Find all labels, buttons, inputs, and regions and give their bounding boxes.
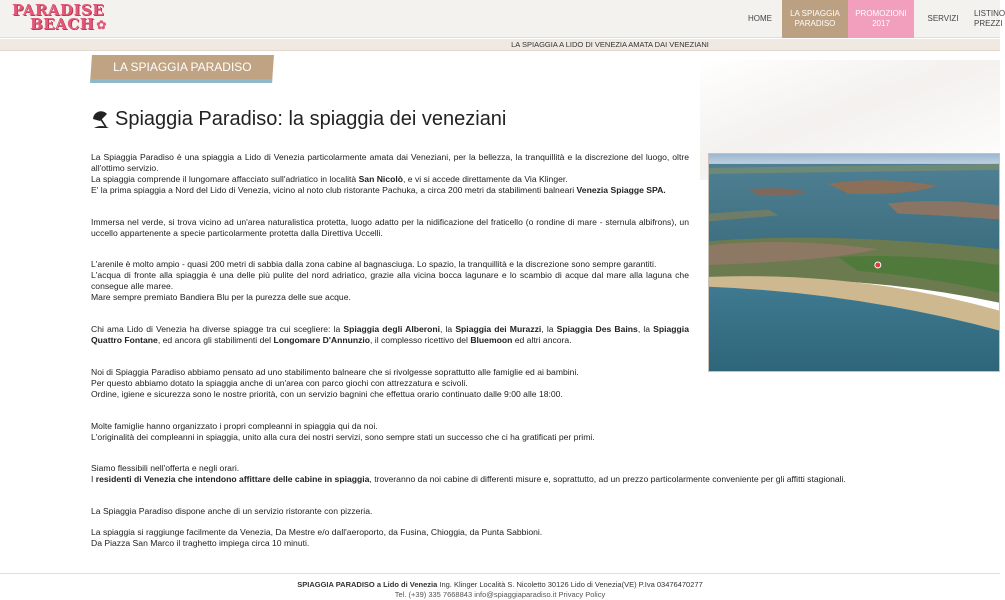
text-run: Molte famiglie hanno organizzato i propri compleanni in spiaggia qui da noi. bbox=[91, 420, 378, 431]
spacer bbox=[91, 400, 689, 421]
text-run: Siamo flessibili nell'offerta e negli orari. bbox=[91, 463, 240, 474]
paragraph bbox=[91, 463, 689, 474]
footer-contacts[interactable]: Tel. (+39) 335 7668843 info@spiaggiaparadiso.it Privacy Policy bbox=[394, 590, 606, 599]
logo-line-2 bbox=[12, 17, 107, 32]
spacer bbox=[91, 517, 689, 527]
nav-la-spiaggia-paradiso[interactable] bbox=[782, 0, 848, 38]
section-ribbon-label: LA SPIAGGIA PARADISO bbox=[113, 60, 252, 74]
text-run: I bbox=[91, 474, 96, 485]
logo-word-beach: BEACH bbox=[30, 15, 95, 33]
paragraph bbox=[91, 506, 689, 517]
main-navigation bbox=[738, 0, 1005, 38]
logo-line-1: PARADISE bbox=[12, 1, 105, 19]
nav-servizi-label: SERVIZI bbox=[927, 14, 959, 23]
text-run: Immersa nel verde, si trova vicino ad un'area naturalistica protetta, luogo adatto per la nidificazione del fraticello (o rondine di mare - sternula albifrons), un uccello appartenente a specie particolarmente protetta dalla Direttiva Uccelli. bbox=[91, 216, 689, 238]
nav-promo-label-line-1: PROMOZIONI bbox=[855, 9, 907, 18]
text-run: , la bbox=[541, 324, 557, 335]
text-run: , la bbox=[440, 324, 456, 335]
bold-text: Longomare D'Annunzio bbox=[273, 334, 371, 345]
paragraph bbox=[91, 421, 689, 432]
text-run: Per questo abbiamo dotato la spiaggia anche di un'area con parco giochi con attrezzatura e scivoli. bbox=[91, 377, 468, 388]
text-run: Noi di Spiaggia Paradiso abbiamo pensato ad uno stabilimento balneare che si rivolgesse soprattutto alle famiglie ed ai bambini. bbox=[91, 366, 579, 377]
footer-business-name: SPIAGGIA PARADISO a Lido di Venezia bbox=[297, 580, 438, 589]
footer-line-1 bbox=[0, 580, 1000, 590]
bold-text: residenti di Venezia che intendono affittare delle cabine in spiaggia bbox=[95, 474, 370, 485]
paragraph bbox=[91, 474, 873, 485]
text-run: L'arenile è molto ampio - quasi 200 metri di sabbia dalla zona cabine al bagnasciuga. Lo spazio, la tranquillità e la discrezione sono sempre garantiti. bbox=[91, 259, 657, 270]
text-run: La Spiaggia Paradiso è una spiaggia a Lido di Venezia particolarmente amata dai Veneziani, per la bellezza, la tranquillità e la discrezione del luogo, oltre all'ottimo servizio. bbox=[91, 152, 689, 173]
bold-text: Spiaggia Quattro Fontane bbox=[91, 324, 689, 345]
text-run: Chi ama Lido di Venezia ha diverse spiagge tra cui scegliere: la bbox=[91, 324, 344, 335]
page-title-text: Spiaggia Paradiso: la spiaggia dei veneziani bbox=[115, 108, 507, 130]
bold-text: Spiaggia degli Alberoni bbox=[343, 324, 441, 335]
bold-text: Spiaggia Des Bains bbox=[556, 324, 638, 335]
nav-promo-label-line-2: 2017 bbox=[872, 19, 890, 28]
text-run: Da Piazza San Marco il traghetto impiega circa 10 minuti. bbox=[91, 538, 310, 549]
site-header bbox=[0, 0, 1005, 38]
paragraph bbox=[91, 152, 689, 174]
section-ribbon bbox=[90, 55, 274, 83]
beach-umbrella-icon bbox=[91, 110, 111, 130]
paragraph bbox=[91, 378, 689, 389]
nav-spiaggia-label bbox=[790, 9, 840, 29]
paragraph bbox=[91, 185, 689, 196]
bold-text: San Nicolò bbox=[358, 173, 403, 184]
flower-icon: ✿ bbox=[96, 18, 107, 32]
text-run: , il complesso ricettivo del bbox=[370, 334, 471, 345]
nav-promozioni-2017[interactable] bbox=[848, 0, 914, 38]
tagline-text: LA SPIAGGIA A LIDO DI VENEZIA AMATA DAI VENEZIANI bbox=[511, 40, 709, 49]
nav-servizi[interactable] bbox=[914, 0, 972, 38]
paragraph bbox=[91, 527, 689, 538]
bold-text: Venezia Spiagge SPA. bbox=[576, 184, 666, 195]
text-run: , ed ancora gli stabilimenti del bbox=[157, 334, 274, 345]
paragraph bbox=[91, 389, 689, 400]
text-run: La Spiaggia Paradiso dispone anche di un servizio ristorante con pizzeria. bbox=[91, 506, 373, 517]
nav-listino-label-line-1: LISTINO bbox=[974, 9, 1005, 18]
site-logo[interactable] bbox=[12, 3, 107, 32]
spacer bbox=[91, 485, 689, 506]
bold-text: Spiaggia dei Murazzi bbox=[455, 324, 542, 335]
paragraph bbox=[91, 174, 689, 185]
paragraph bbox=[91, 367, 689, 378]
spacer bbox=[91, 196, 689, 217]
spacer bbox=[91, 238, 689, 259]
text-run: Ordine, igiene e sicurezza sono le nostre priorità, con un servizio bagnini che effettua orario continuato dalle 9:00 alle 18:00. bbox=[91, 388, 563, 399]
text-run: E' la prima spiaggia a Nord del Lido di Venezia, vicino al noto club ristorante Pachuka, a circa 200 metri da stabilimenti balneari bbox=[91, 184, 577, 195]
paragraph bbox=[91, 217, 689, 239]
text-run: , e vi si accede direttamente da Via Klinger. bbox=[403, 173, 568, 184]
paragraph bbox=[91, 432, 689, 443]
text-run: ed altri ancora. bbox=[512, 334, 572, 345]
text-run: La spiaggia si raggiunge facilmente da Venezia, Da Mestre e/o dall'aeroporto, da Fusina, Chioggia, da Punta Sabbioni. bbox=[91, 527, 543, 538]
paragraph bbox=[91, 538, 689, 549]
text-run: L'originalità dei compleanni in spiaggia, unito alla cura dei nostri servizi, sono sempre stati un successo che ci ha gratificati per primi. bbox=[91, 431, 595, 442]
nav-spiaggia-label-line-1: LA SPIAGGIA bbox=[790, 9, 840, 18]
aerial-photo-lido bbox=[708, 153, 1000, 372]
spacer bbox=[91, 303, 689, 324]
text-run: L'acqua di fronte alla spiaggia è una delle più pulite del nord adriatico, grazie alla vicina bocca lagunare e lo scambio di acque dal mare alla laguna che consegue alle maree. bbox=[91, 270, 689, 292]
nav-promo-label bbox=[855, 9, 907, 29]
paragraph bbox=[91, 324, 689, 346]
spacer bbox=[91, 442, 689, 463]
bold-text: Bluemoon bbox=[470, 334, 513, 345]
nav-spiaggia-label-line-2: PARADISO bbox=[794, 19, 836, 28]
text-run: Mare sempre premiato Bandiera Blu per la purezza delle sue acque. bbox=[91, 292, 351, 303]
paragraph bbox=[91, 292, 689, 303]
footer-address: Ing. Klinger Località S. Nicoletto 30126 Lido di Venezia(VE) P.Iva 03476470277 bbox=[437, 580, 703, 589]
article-body bbox=[91, 152, 846, 549]
text-run: , la bbox=[637, 324, 654, 335]
paragraph bbox=[91, 259, 689, 270]
nav-home-label: HOME bbox=[748, 14, 772, 23]
nav-listino-prezzi[interactable] bbox=[972, 0, 1005, 38]
text-run: , troveranno da noi cabine di differenti misure e, soprattutto, ad un prezzo particolarmente conveniente per gli affitti stagionali. bbox=[369, 474, 846, 485]
nav-listino-label bbox=[974, 9, 1005, 29]
text-run: La spiaggia comprende il lungomare affacciato sull'adriatico in località bbox=[91, 173, 359, 184]
nav-home[interactable] bbox=[738, 0, 782, 38]
page-title bbox=[91, 108, 506, 131]
nav-listino-label-line-2: PREZZI bbox=[974, 19, 1003, 28]
site-footer bbox=[0, 573, 1000, 600]
spacer bbox=[91, 346, 689, 367]
paragraph bbox=[91, 270, 689, 292]
tagline-bar bbox=[0, 39, 1000, 51]
aerial-photo-illustration bbox=[709, 154, 999, 371]
